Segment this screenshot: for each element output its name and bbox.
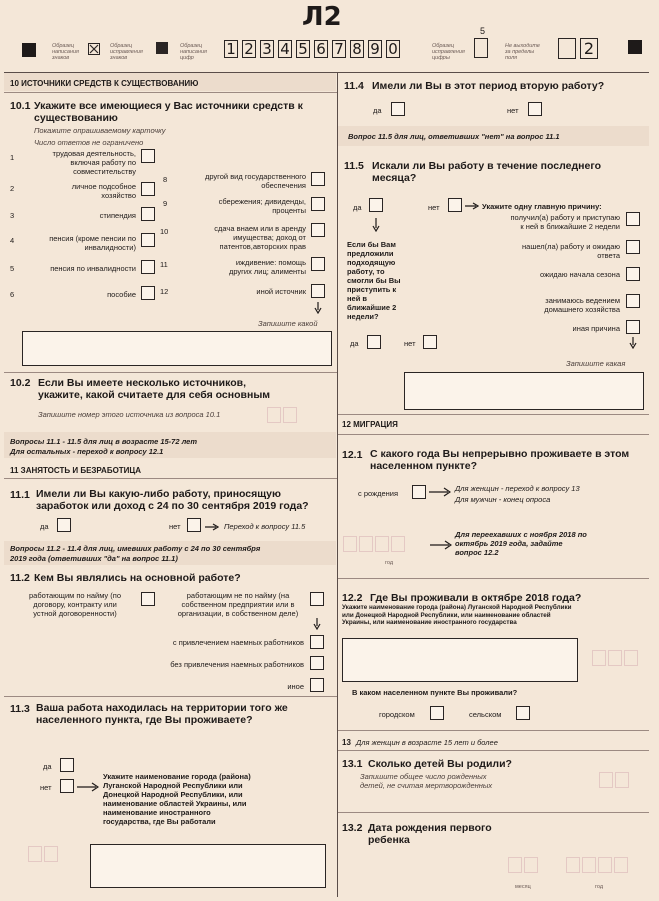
q11-4-number: 11.4 (344, 80, 364, 92)
q13-2-text-2: ребенка (368, 834, 410, 846)
q11-5-reason-5-checkbox[interactable] (626, 320, 640, 334)
q11-5-reason-2-checkbox[interactable] (626, 240, 640, 254)
q11-5-sub-no-label: нет (404, 339, 416, 348)
arrow-right-icon (429, 487, 451, 497)
opt-6-label: пособие (107, 290, 136, 299)
ref-label-field-bounds: Не выходите за пределы поля (505, 43, 540, 61)
corner-marker-right (628, 40, 642, 54)
sample-digit: 9 (368, 40, 382, 58)
q11-3-instructions: Укажите наименование города (района) Луганской Народной Республики или Донецкой Народной Республики, или наименование областей Украины, или наименование иностранного государства, где Вы работали (103, 772, 251, 826)
correction-sample-box (474, 38, 488, 58)
q11-5-sub-yes-checkbox[interactable] (367, 335, 381, 349)
rule (338, 730, 649, 731)
opt-11-label: иждивение: помощь других лиц; алименты (228, 258, 306, 276)
code-cell[interactable] (592, 650, 606, 666)
sample-digit: 8 (350, 40, 364, 58)
q11-2-text: Кем Вы являлись на основной работе? (34, 572, 241, 584)
section-11-title: 11 ЗАНЯТОСТЬ И БЕЗРАБОТИЦА (10, 466, 142, 475)
q10-1-hint-card: Покажите опрашиваемому карточку (34, 126, 166, 135)
q11-1-text-2: заработок или доход с 24 по 30 сентября 2019 года? (36, 500, 309, 512)
q11-5-reason-4-checkbox[interactable] (626, 294, 640, 308)
sample-digit: 6 (314, 40, 328, 58)
q11-5-reason-4: занимаюсь ведением домашнего хозяйства (544, 296, 620, 314)
opt-8-checkbox[interactable] (311, 172, 325, 186)
page-number-box-2 (580, 38, 598, 59)
ref-label-digit-correction: Образец исправления цифры (432, 43, 465, 61)
q10-1-number: 10.1 (10, 100, 31, 112)
opt-5-checkbox[interactable] (141, 260, 155, 274)
birth-month-cell[interactable] (508, 857, 522, 873)
note-11-1-5: Вопросы 11.1 - 11.5 для лиц в возрасте 15-72 лет (10, 437, 197, 446)
birth-year-cell[interactable] (598, 857, 612, 873)
q11-5-main-reason: Укажите одну главную причину: (482, 202, 602, 211)
q11-1-text: Имели ли Вы какую-либо работу, приносящую (36, 488, 281, 500)
code-cell[interactable] (608, 650, 622, 666)
opt-1-label: трудовая деятельность, включая работу по совместительству (52, 149, 136, 176)
q10-2-number: 10.2 (10, 377, 31, 389)
q11-2-opt4-label: без привлечения наемных работников (170, 660, 304, 669)
page-number: 2 (583, 39, 595, 58)
q12-1-since-birth-label: с рождения (358, 489, 399, 498)
opt-3-label: стипендия (99, 211, 136, 220)
q12-2-location-input[interactable] (342, 638, 578, 682)
q12-1-text: С какого года Вы непрерывно проживаете в этом (370, 448, 630, 460)
arrow-down-icon (314, 302, 322, 314)
q12-1-women-goto: Для женщин - переход к вопросу 13 (455, 484, 580, 493)
code-cell[interactable] (44, 846, 58, 862)
code-cell[interactable] (28, 846, 42, 862)
q13-1-hint: Запишите общее число рожденных детей, не считая мертворожденных (360, 772, 493, 790)
ref-label-correction: Образец исправления знаков (110, 43, 143, 61)
q11-2-opt3-checkbox[interactable] (310, 635, 324, 649)
note-11-2-4-cont: 2019 года (ответивших "да" на вопрос 11.1) (10, 554, 178, 563)
section-13-title: Для женщин в возрасте 15 лет и более (356, 738, 498, 747)
q11-2-opt1-checkbox[interactable] (141, 592, 155, 606)
q10-2-hint: Запишите номер этого источника из вопроса 10.1 (38, 410, 221, 419)
q12-1-since-birth-checkbox[interactable] (412, 485, 426, 499)
rule (338, 414, 649, 415)
q13-1-text: Сколько детей Вы родили? (368, 758, 512, 770)
q11-5-text-2: месяца? (372, 172, 417, 184)
year-cell[interactable] (375, 536, 389, 552)
q12-1-moved-instructions: Для переехавших с ноября 2018 по октябрь 2019 года, задайте вопрос 12.2 (455, 530, 587, 557)
q11-4-text: Имели ли Вы в этот период вторую работу? (372, 80, 605, 92)
arrow-right-icon (205, 523, 219, 531)
q11-1-yes-checkbox[interactable] (57, 518, 71, 532)
opt-10-label: сдача внаем или в аренду имущества; доход от патентов,авторских прав (214, 224, 306, 251)
opt-11-checkbox[interactable] (311, 257, 325, 271)
sample-digit: 2 (242, 40, 256, 58)
q11-5-reason-1: получил(а) работу и приступаю к ней в ближайшие 2 недели (510, 213, 620, 231)
rule (338, 750, 649, 751)
opt-6-number: 6 (10, 290, 15, 299)
opt-1-checkbox[interactable] (141, 149, 155, 163)
write-which-label: Запишите какой (258, 319, 318, 328)
arrow-right-icon (430, 540, 452, 550)
opt-1-number: 1 (10, 153, 15, 162)
rural-checkbox[interactable] (516, 706, 530, 720)
q10-2-text: Если Вы имеете несколько источников, (38, 377, 246, 389)
urban-checkbox[interactable] (430, 706, 444, 720)
q11-1-yes-label: да (40, 522, 49, 531)
q11-4-no-label: нет (507, 106, 519, 115)
month-label: месяц (515, 884, 531, 890)
rule (4, 372, 337, 373)
opt-2-checkbox[interactable] (141, 182, 155, 196)
q11-5-sub-yes-label: да (350, 339, 359, 348)
cross-mark-icon (89, 44, 99, 54)
q11-5-reason-5: иная причина (572, 324, 620, 333)
q11-5-reason-2: нашел(ла) работу и ожидаю ответа (522, 242, 620, 260)
q11-3-number: 11.3 (10, 703, 30, 715)
sample-digit: 3 (260, 40, 274, 58)
opt-4-label: пенсия (кроме пенсии по инвалидности) (49, 234, 136, 252)
ref-label-signs: Образец написания знаков (52, 43, 79, 61)
form-code-title: Л2 (302, 2, 342, 32)
q11-5-write-which: Запишите какая (566, 359, 626, 368)
sample-digit: 4 (278, 40, 292, 58)
opt-10-checkbox[interactable] (311, 223, 325, 237)
ref-label-digits: Образец написания цифр (180, 43, 207, 61)
q11-2-opt5-label: иное (287, 682, 304, 691)
note-11-2-4: Вопросы 11.2 - 11.4 для лиц, имевших работу с 24 по 30 сентября (10, 544, 261, 553)
q10-1-text-2: существованию (34, 112, 118, 124)
correction-sample-digit: 5 (480, 26, 486, 36)
q11-5-sub-no-checkbox[interactable] (423, 335, 437, 349)
q11-5-yes-checkbox[interactable] (369, 198, 383, 212)
arrow-down-icon (372, 218, 380, 232)
q12-1-text-2: населенном пункте? (370, 460, 478, 472)
sample-digit: 7 (332, 40, 346, 58)
other-source-input[interactable] (22, 331, 332, 366)
opt-3-number: 3 (10, 211, 15, 220)
opt-9-label: сбережения; дивиденды, проценты (218, 197, 306, 215)
children-count-cell[interactable] (615, 772, 629, 788)
q11-1-number: 11.1 (10, 489, 30, 501)
opt-12-checkbox[interactable] (311, 284, 325, 298)
birth-year-cell[interactable] (582, 857, 596, 873)
q11-4-no-checkbox[interactable] (528, 102, 542, 116)
sample-filled-box (156, 42, 168, 54)
year-cell[interactable] (343, 536, 357, 552)
sample-digit: 1 (224, 40, 238, 58)
q10-1-hint-unlimited: Число ответов не ограничено (34, 138, 144, 147)
q11-5-yes-label: да (353, 203, 362, 212)
q12-2-text: Где Вы проживали в октябре 2018 года? (370, 592, 582, 604)
opt-5-number: 5 (10, 264, 15, 273)
q13-1-number: 13.1 (342, 758, 363, 770)
q12-1-year-label: год (385, 560, 394, 566)
q11-3-text: Ваша работа находилась на территории того же (36, 702, 288, 714)
q11-2-number: 11.2 (10, 572, 30, 584)
q11-5-text: Искали ли Вы работу в течение последнего (372, 160, 601, 172)
q11-1-no-checkbox[interactable] (187, 518, 201, 532)
opt-2-number: 2 (10, 184, 15, 193)
q11-5-reason-3-checkbox[interactable] (626, 267, 640, 281)
rule (338, 812, 649, 813)
answer-cell[interactable] (283, 407, 297, 423)
opt-12-number: 12 (160, 287, 169, 296)
year-cell[interactable] (391, 536, 405, 552)
code-cell[interactable] (624, 650, 638, 666)
rule (4, 92, 337, 93)
q11-3-no-checkbox[interactable] (60, 779, 74, 793)
rule (4, 478, 337, 479)
opt-6-checkbox[interactable] (141, 286, 155, 300)
opt-2-label: личное подсобное хозяйство (71, 182, 136, 200)
opt-3-checkbox[interactable] (141, 207, 155, 221)
birth-year-cell[interactable] (614, 857, 628, 873)
opt-8-number: 8 (163, 175, 168, 184)
arrow-right-icon (77, 782, 99, 792)
q11-4-yes-label: да (373, 106, 382, 115)
opt-11-number: 11 (160, 260, 168, 269)
section-10-title: 10 ИСТОЧНИКИ СРЕДСТВ К СУЩЕСТВОВАНИЮ (10, 79, 199, 88)
opt-4-number: 4 (10, 236, 15, 245)
q11-5-number: 11.5 (344, 160, 364, 172)
sample-cross-box (88, 43, 100, 55)
q11-5-subquestion: Если бы Вам предложили подходящую работу, то смогли бы Вы приступить к ней в ближайшие 2 недели? (347, 240, 401, 321)
note-others: Для остальных - переход к вопросу 12.1 (10, 447, 164, 456)
q10-2-text-2: укажите, какой считаете для себя основным (38, 389, 271, 401)
q11-2-opt4-checkbox[interactable] (310, 656, 324, 670)
q13-2-number: 13.2 (342, 822, 363, 834)
q11-5-other-reason-input[interactable] (404, 372, 644, 410)
section-13-number: 13 (342, 738, 351, 747)
opt-5-label: пенсия по инвалидности (50, 264, 136, 273)
arrow-down-icon (313, 618, 321, 630)
q11-1-no-label: нет (169, 522, 181, 531)
opt-9-checkbox[interactable] (311, 197, 325, 211)
opt-9-number: 9 (163, 199, 168, 208)
q12-1-men-goto: Для мужчин - конец опроса (455, 495, 551, 504)
column-divider (337, 72, 338, 897)
q11-1-goto: Переход к вопросу 11.5 (224, 522, 306, 531)
sample-digit: 0 (386, 40, 400, 58)
note-11-5: Вопрос 11.5 для лиц, ответивших "нет" на вопрос 11.1 (348, 132, 560, 141)
q11-2-opt2-label: работающим не по найму (на собственном предприятии или в организации, в собственном деле) (177, 591, 299, 618)
q11-4-yes-checkbox[interactable] (391, 102, 405, 116)
arrow-right-icon (465, 202, 479, 210)
year-label: год (595, 884, 604, 890)
rule (338, 578, 649, 579)
rule (338, 434, 649, 435)
birth-month-cell[interactable] (524, 857, 538, 873)
urban-label: городском (379, 710, 415, 719)
birth-year-cell[interactable] (566, 857, 580, 873)
q12-2-number: 12.2 (342, 592, 363, 604)
q13-2-text: Дата рождения первого (368, 822, 492, 834)
children-count-cell[interactable] (599, 772, 613, 788)
q11-5-reason-3: ожидаю начала сезона (539, 270, 620, 279)
page-number-box-1 (558, 38, 576, 59)
rule (4, 696, 337, 697)
q11-2-opt3-label: с привлечением наемных работников (172, 638, 304, 647)
sample-digit: 5 (296, 40, 310, 58)
year-cell[interactable] (359, 536, 373, 552)
answer-cell[interactable] (267, 407, 281, 423)
q11-5-reason-1-checkbox[interactable] (626, 212, 640, 226)
arrow-down-icon (629, 337, 637, 349)
q11-3-no-label: нет (40, 783, 52, 792)
opt-12-label: иной источник (256, 287, 306, 296)
opt-10-number: 10 (160, 227, 169, 236)
q12-1-number: 12.1 (342, 449, 363, 461)
q11-2-opt1-label: работающим по найму (по договору, контракту или устной договоренности) (28, 591, 121, 618)
q11-5-no-checkbox[interactable] (448, 198, 462, 212)
rural-label: сельском (469, 710, 502, 719)
q12-2-instructions: Укажите наименование города (района) Луганской Народной Республики или Донецкой Народной Республики, или наименование областей Украины, или наименование иностранного государства (342, 604, 572, 626)
q11-3-location-input[interactable] (90, 844, 326, 888)
section-12-title: 12 МИГРАЦИЯ (342, 420, 398, 429)
q11-3-yes-label: да (43, 762, 52, 771)
opt-8-label: другой вид государственного обеспечения (204, 172, 306, 190)
q11-2-opt2-checkbox[interactable] (310, 592, 324, 606)
q11-3-yes-checkbox[interactable] (60, 758, 74, 772)
corner-marker-left (22, 43, 36, 57)
q11-3-text-2: населенного пункта, где Вы проживаете? (36, 714, 253, 726)
q11-2-opt5-checkbox[interactable] (310, 678, 324, 692)
opt-4-checkbox[interactable] (141, 233, 155, 247)
q12-2-settlement-question: В каком населенном пункте Вы проживали? (352, 688, 518, 697)
q10-1-text: Укажите все имеющиеся у Вас источники средств к (34, 100, 303, 112)
q11-5-no-label: нет (428, 203, 440, 212)
